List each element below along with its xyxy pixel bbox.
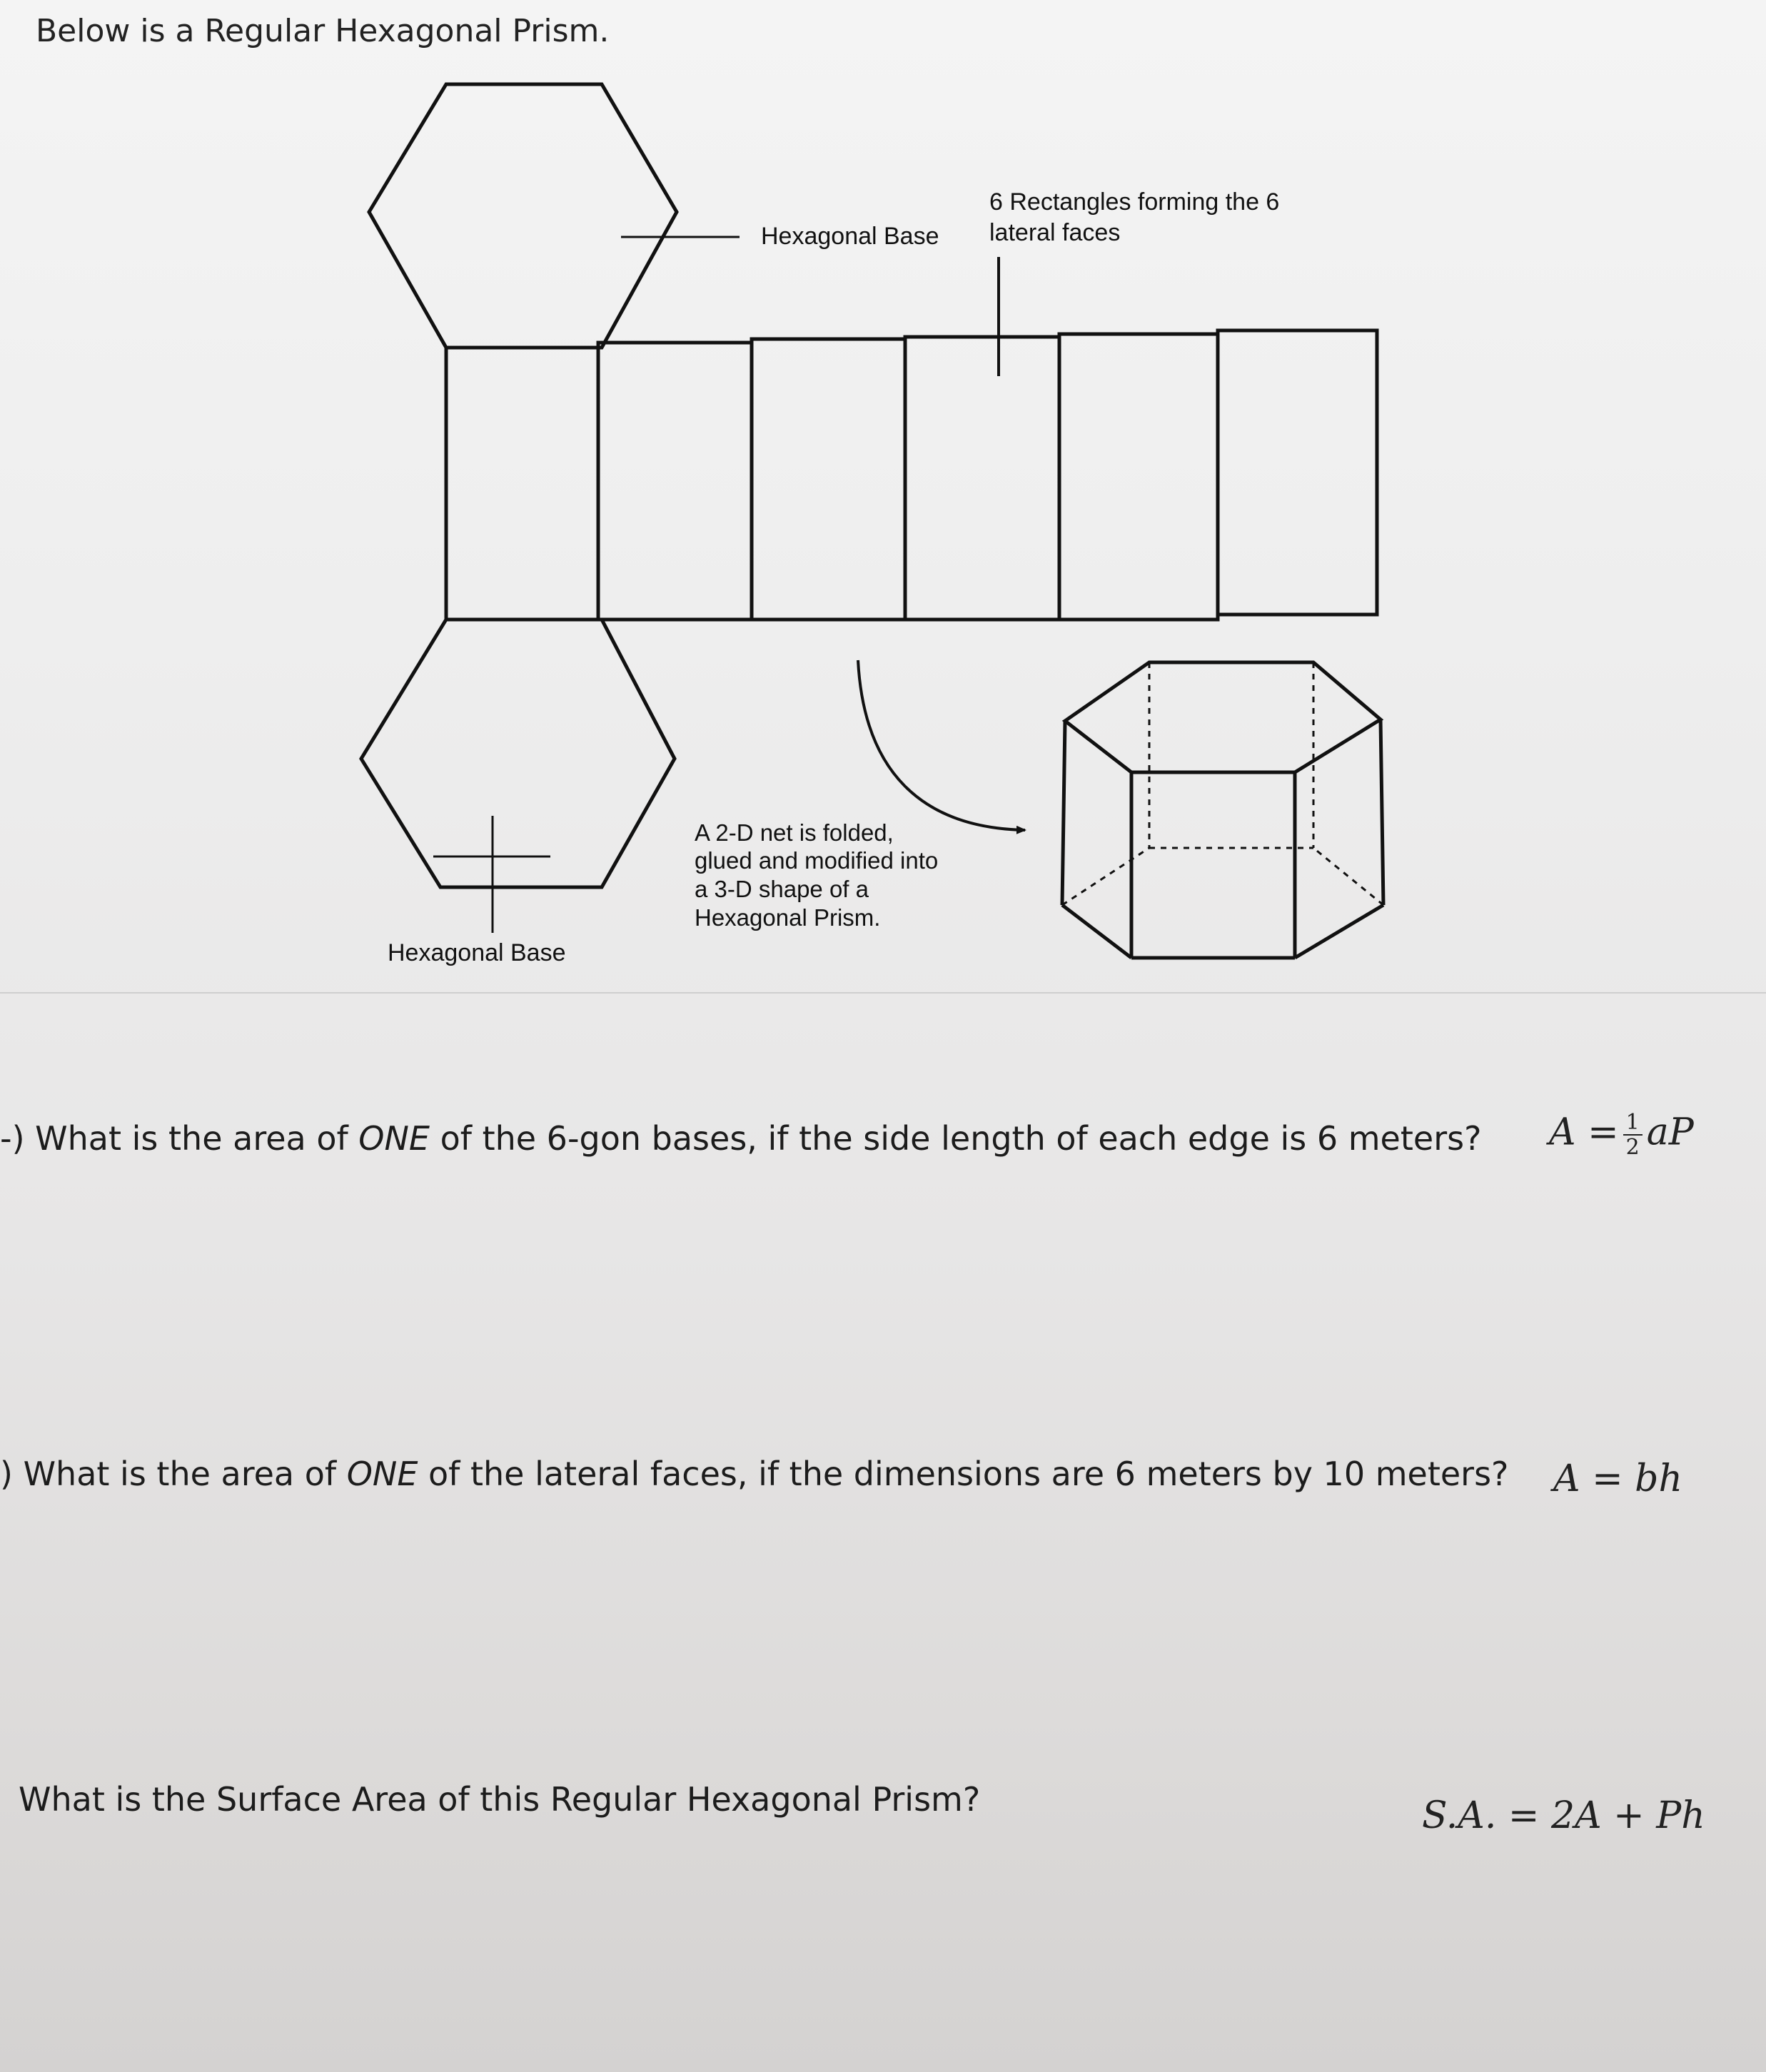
- question-2-prefix: ) What is the area of: [0, 1455, 347, 1493]
- lateral-faces-strip: [446, 330, 1377, 620]
- prism-hidden-left-edge: [1062, 848, 1149, 905]
- question-2-emphasis: ONE: [346, 1455, 418, 1493]
- lateral-face-3: [752, 339, 905, 620]
- hexagonal-prism-net-diagram: [0, 0, 1766, 999]
- fold-note-line2: glued and modified into: [695, 847, 939, 874]
- bottom-base-label: Hexagonal Base: [388, 939, 566, 966]
- fold-arrow: [858, 660, 1025, 830]
- question-3-formula: S.A. = 2A + Ph: [1422, 1794, 1705, 1837]
- fold-note-line1: A 2-D net is folded,: [695, 819, 894, 846]
- bottom-hexagon-base: [361, 620, 675, 887]
- lateral-face-6: [1218, 330, 1377, 615]
- formula-1-rhs: aP: [1646, 1111, 1694, 1154]
- question-1: [0, 1119, 1482, 1158]
- question-2-formula: A = bh: [1553, 1457, 1682, 1500]
- prism-right-edge: [1381, 719, 1383, 905]
- question-1-emphasis: ONE: [358, 1119, 430, 1158]
- lateral-face-5: [1059, 334, 1218, 620]
- prism-bottom-left-edge: [1062, 905, 1131, 958]
- prism-left-edge: [1062, 721, 1065, 905]
- question-1-formula: [1549, 1111, 1694, 1159]
- formula-1-lhs: A =: [1549, 1111, 1619, 1154]
- lateral-face-2: [598, 343, 752, 620]
- section-divider: [0, 992, 1766, 994]
- rectangles-label-line2: lateral faces: [989, 219, 1121, 246]
- question-2-suffix: of the lateral faces, if the dimensions are 6 meters by 10 meters?: [418, 1455, 1509, 1493]
- question-2: [0, 1455, 1508, 1493]
- question-1-suffix: of the 6-gon bases, if the side length of each edge is 6 meters?: [429, 1119, 1482, 1158]
- top-base-label: Hexagonal Base: [761, 223, 939, 250]
- top-hexagon-base: [369, 84, 677, 348]
- formula-1-numerator: 1: [1623, 1111, 1643, 1136]
- question-3: What is the Surface Area of this Regular Hexagonal Prism?: [19, 1780, 981, 1819]
- question-1-prefix: -) What is the area of: [0, 1119, 359, 1158]
- formula-1-denominator: 2: [1625, 1135, 1640, 1160]
- rectangles-label-line1: 6 Rectangles forming the 6: [989, 188, 1280, 216]
- prism-bottom-right-edge: [1295, 905, 1383, 958]
- prism-top-face: [1065, 662, 1381, 772]
- hexagonal-prism-3d: [1062, 662, 1383, 958]
- lateral-face-1: [446, 348, 598, 620]
- page-heading: Below is a Regular Hexagonal Prism.: [36, 13, 610, 49]
- lateral-face-4: [905, 337, 1059, 620]
- formula-1-fraction: [1623, 1111, 1643, 1159]
- fold-note-line3: a 3-D shape of a: [695, 876, 869, 902]
- prism-hidden-right-edge: [1313, 848, 1383, 905]
- fold-note-line4: Hexagonal Prism.: [695, 904, 881, 931]
